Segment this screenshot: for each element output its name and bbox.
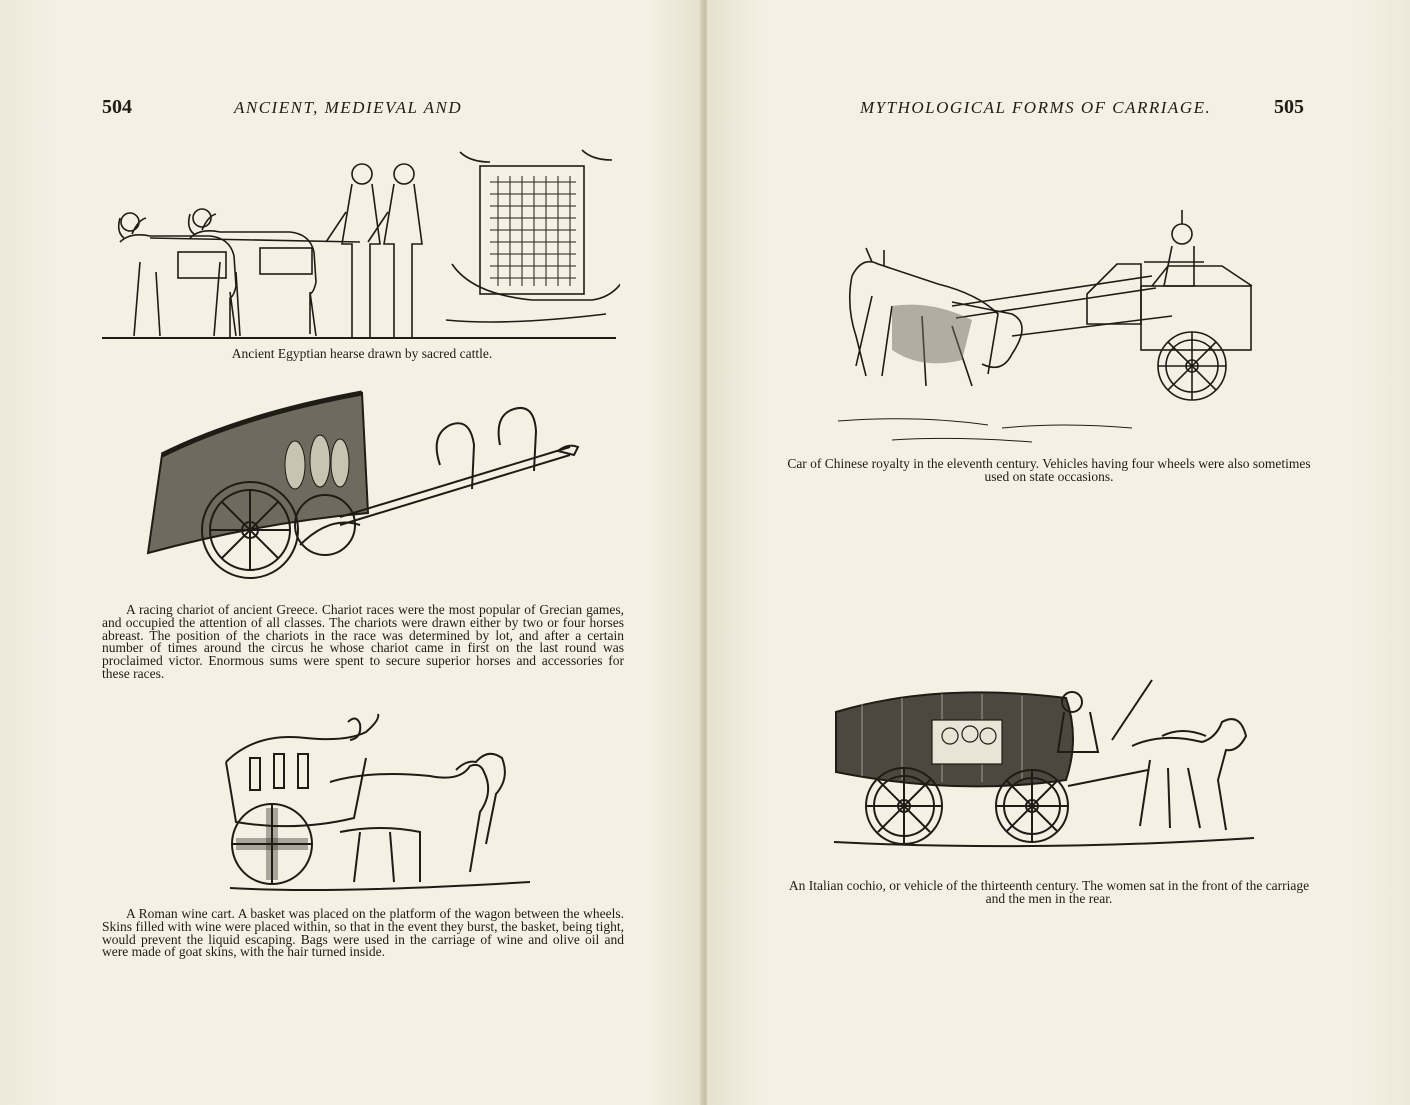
caption-roman-wine-cart: A Roman wine cart. A basket was placed on the platform of the wagon between the wheels. Skins filled with wine were placed within, so that in the event they burst, the basket, being tight, would prevent the liquid escaping. Bags were used in the carriage of wine and olive oil and were made of goat skins, with the hair turned inside.	[102, 906, 624, 960]
running-head-left: ANCIENT, MEDIEVAL AND	[234, 98, 463, 117]
left-page	[0, 0, 703, 1105]
right-page	[707, 0, 1410, 1105]
caption-italian-cochio: An Italian cochio, or vehicle of the thirteenth century. The women sat in the front of the carriage and the men in the rear.	[788, 878, 1310, 906]
caption-chinese-royal-car: Car of Chinese royalty in the eleventh century. Vehicles having four wheels were also sometimes used on state occasions.	[787, 456, 1311, 484]
roman-wine-cart-illustration	[220, 712, 530, 892]
figure-egyptian-hearse	[100, 142, 620, 342]
running-head-right: MYTHOLOGICAL FORMS OF CARRIAGE.	[860, 98, 1212, 117]
caption-greek-chariot: A racing chariot of ancient Greece. Chariot races were the most popular of Grecian games, and occupied the attention of all classes. The chariots were drawn either by two or four horses abreast. The position of the chariots in the race was determined by lot, and after a certain number of times around the circus he whose chariot came in first on the last round was proclaimed victor. Enormous sums were spent to secure superior horses and accessories for these races.	[102, 602, 624, 681]
figure-italian-cochio	[832, 676, 1262, 856]
italian-cochio-illustration	[832, 676, 1262, 856]
egyptian-hearse-illustration	[100, 142, 620, 342]
page-number-right: 505	[1274, 96, 1304, 118]
figure-roman-wine-cart	[220, 712, 530, 892]
caption-egyptian-hearse: Ancient Egyptian hearse drawn by sacred cattle.	[231, 346, 493, 361]
page-number-left: 504	[102, 96, 132, 118]
figure-chinese-royal-car	[832, 206, 1262, 446]
greek-chariot-illustration	[140, 385, 585, 590]
chinese-royal-car-illustration	[832, 206, 1262, 446]
figure-greek-chariot	[140, 385, 585, 590]
